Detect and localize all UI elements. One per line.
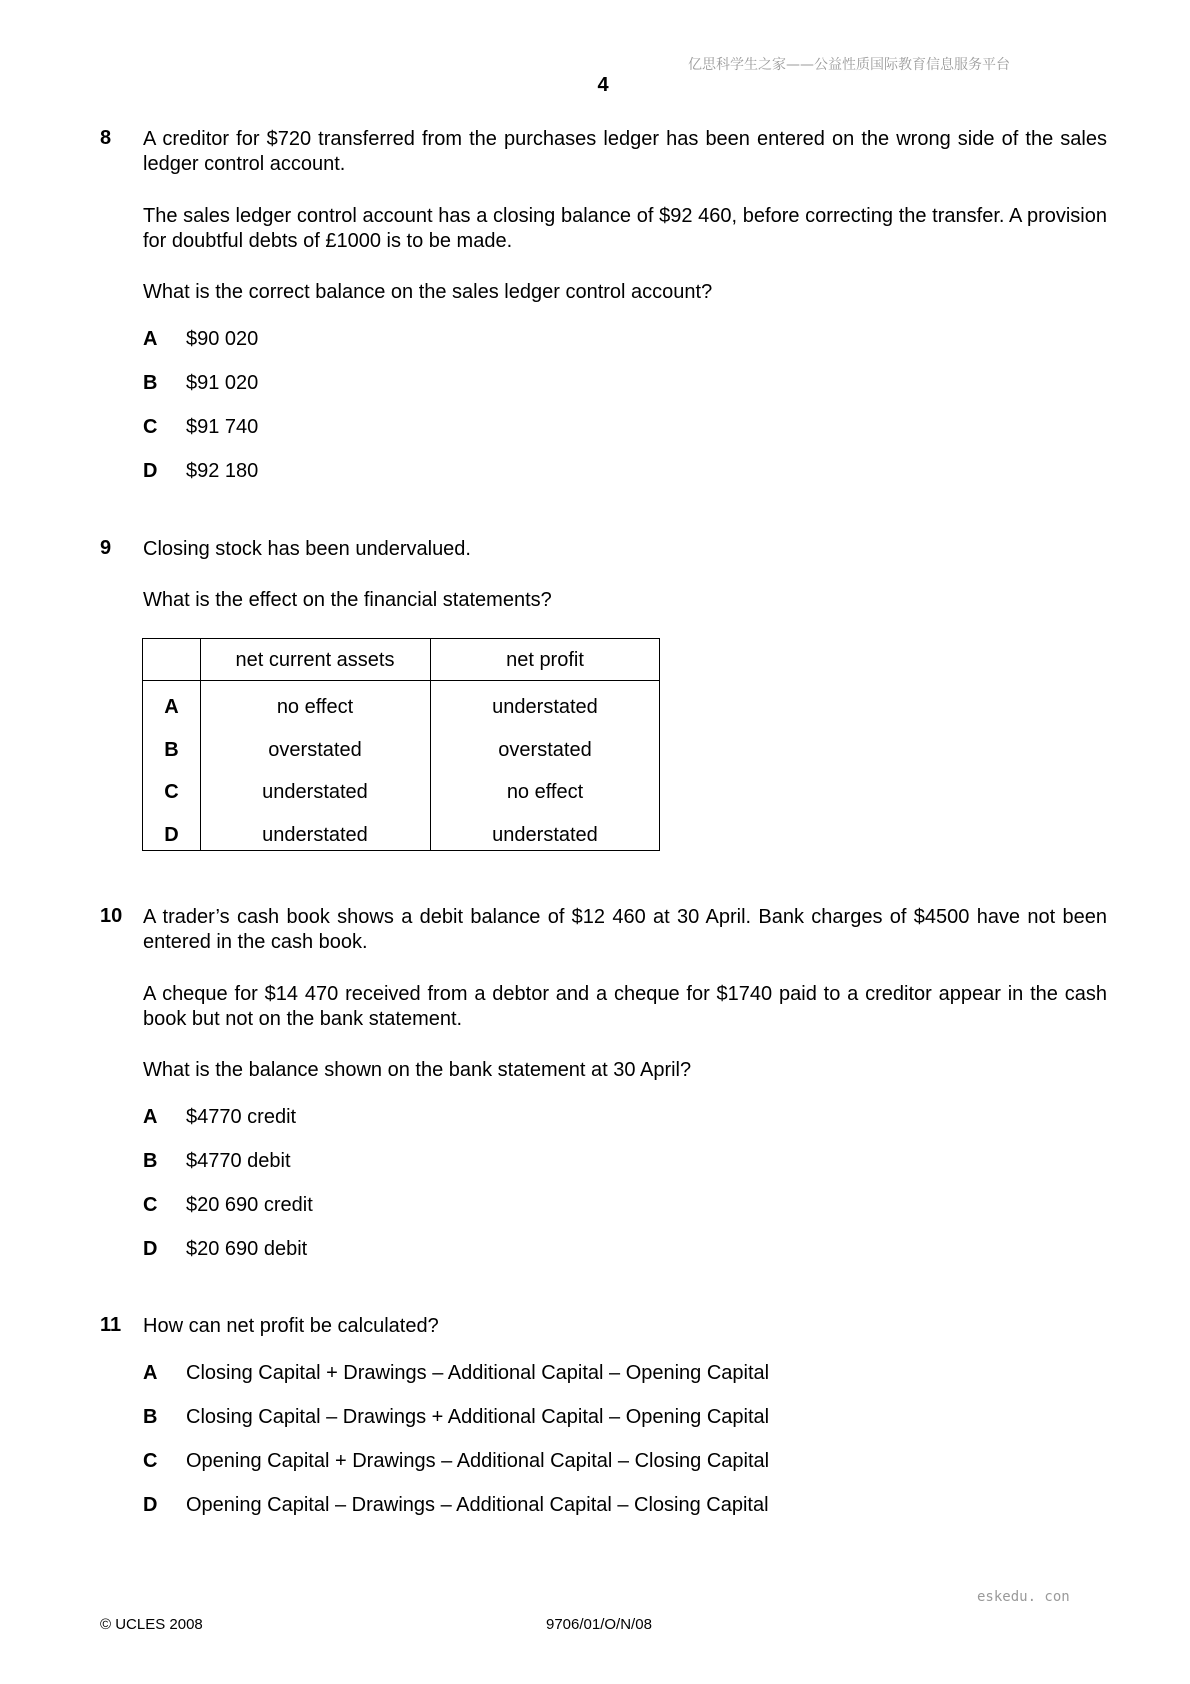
- table-cell: understated: [492, 696, 598, 718]
- option-letter: D: [143, 1238, 158, 1260]
- copyright-notice: © UCLES 2008: [100, 1616, 203, 1633]
- table-cell: understated: [262, 781, 368, 803]
- table-cell: understated: [492, 824, 598, 846]
- option-text: $90 020: [186, 328, 259, 350]
- option-letter: D: [143, 460, 158, 482]
- table-header: net profit: [506, 649, 584, 671]
- question-text: The sales ledger control account has a closing balance of $92 460, before correcting the transfer. A provision for doubtful debts of £1000 is to be made.: [143, 205, 1107, 252]
- option-text: $4770 debit: [186, 1150, 291, 1172]
- table-cell: overstated: [498, 739, 592, 761]
- question-prompt: What is the balance shown on the bank statement at 30 April?: [143, 1059, 692, 1081]
- question-text: A cheque for $14 470 received from a debtor and a cheque for $1740 paid to a creditor appear in the cash book but not on the bank statement.: [143, 983, 1107, 1030]
- table-cell: understated: [262, 824, 368, 846]
- question-number: 11: [100, 1314, 122, 1336]
- question-text: A creditor for $720 transferred from the purchases ledger has been entered on the wrong side of the sales ledger control account.: [143, 128, 1107, 175]
- question-prompt: What is the effect on the financial statements?: [143, 589, 552, 611]
- table-row-letter: B: [164, 739, 179, 761]
- option-letter: A: [143, 328, 158, 350]
- table-cell: no effect: [276, 696, 354, 718]
- question-number: 10: [100, 905, 123, 927]
- option-letter: C: [143, 1450, 158, 1472]
- question-prompt: What is the correct balance on the sales ledger control account?: [143, 281, 713, 303]
- option-text: $91 740: [186, 416, 259, 438]
- page-number: 4: [597, 74, 609, 96]
- option-letter: C: [143, 1194, 158, 1216]
- question-prompt: How can net profit be calculated?: [143, 1315, 439, 1337]
- question-number: 8: [100, 127, 112, 149]
- option-text: Closing Capital + Drawings – Additional Capital – Opening Capital: [186, 1362, 770, 1384]
- table-row-letter: D: [164, 824, 179, 846]
- option-letter: B: [143, 372, 158, 394]
- answer-table: [142, 638, 660, 851]
- option-text: $20 690 credit: [186, 1194, 313, 1216]
- option-text: $20 690 debit: [186, 1238, 308, 1260]
- option-text: $4770 credit: [186, 1106, 297, 1128]
- option-letter: C: [143, 416, 158, 438]
- option-letter: B: [143, 1150, 158, 1172]
- option-text: Opening Capital + Drawings – Additional Capital – Closing Capital: [186, 1450, 770, 1472]
- question-text: A trader’s cash book shows a debit balance of $12 460 at 30 April. Bank charges of $4500 have not been entered in the cash book.: [143, 906, 1107, 953]
- option-letter: B: [143, 1406, 158, 1428]
- table-row-letter: C: [164, 781, 179, 803]
- question-number: 9: [100, 537, 112, 559]
- option-letter: A: [143, 1362, 158, 1384]
- option-text: Closing Capital – Drawings + Additional Capital – Opening Capital: [186, 1406, 770, 1428]
- option-text: $91 020: [186, 372, 259, 394]
- option-letter: D: [143, 1494, 158, 1516]
- option-letter: A: [143, 1106, 158, 1128]
- table-cell: overstated: [268, 739, 362, 761]
- header-watermark: 亿思科学生之家——公益性质国际教育信息服务平台: [688, 57, 1010, 73]
- footer-watermark: eskedu. con: [977, 1589, 1070, 1605]
- table-divider: [143, 680, 659, 681]
- option-text: Opening Capital – Drawings – Additional Capital – Closing Capital: [186, 1494, 769, 1516]
- question-text: Closing stock has been undervalued.: [143, 538, 471, 560]
- paper-code: 9706/01/O/N/08: [546, 1616, 652, 1633]
- table-row-letter: A: [164, 696, 179, 718]
- option-text: $92 180: [186, 460, 259, 482]
- table-cell: no effect: [506, 781, 584, 803]
- table-header: net current assets: [235, 649, 395, 671]
